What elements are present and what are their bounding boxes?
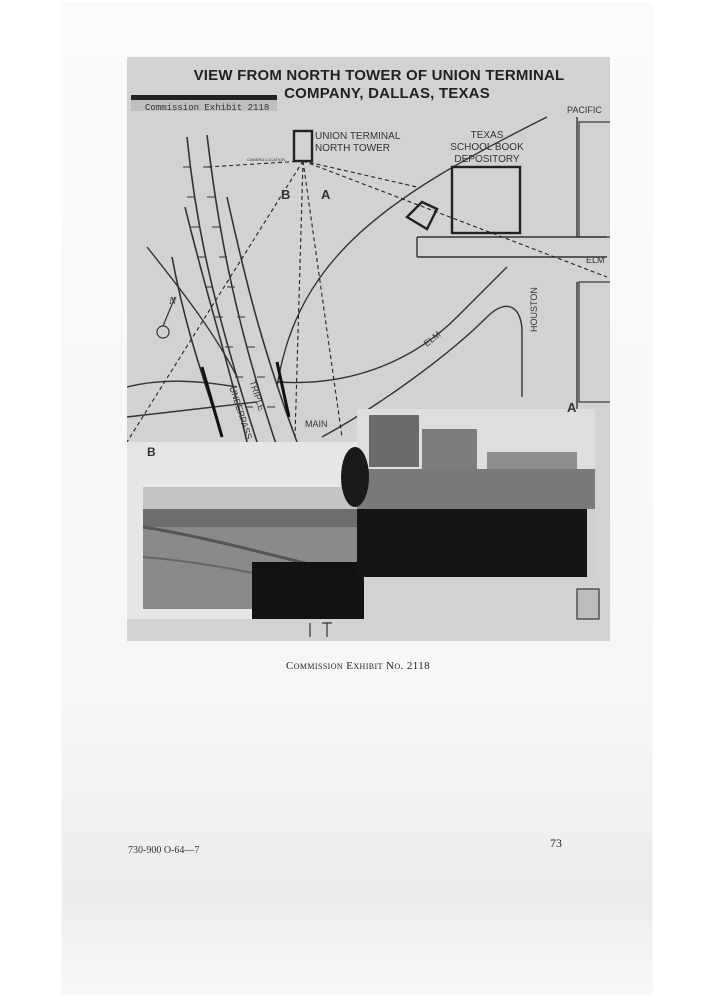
triple-label: TRIPLE [247,379,267,413]
photo-b [127,442,364,619]
tower-label: UNION TERMINAL NORTH TOWER [315,131,401,154]
depository-box [452,167,520,233]
marker-b-photo: B [147,445,156,459]
north-label: N [169,295,177,307]
streets [127,117,607,437]
marker-b-top: B [281,187,291,202]
photo-a [341,409,595,577]
exhibit-tag: Commission Exhibit 2118 [131,95,277,111]
marker-a-right: A [567,400,577,415]
marker-a-top: A [321,187,331,202]
camera-label: CAMERA LOCATION [247,157,286,162]
houston-label: HOUSTON [529,287,539,332]
underpass-label: UNDERPASS [227,385,255,441]
print-code: 730-900 O-64—7 [128,845,200,856]
depository-label: TEXAS SCHOOL BOOK DEPOSITORY [450,130,524,165]
elm-label-curve: ELM [421,329,443,349]
exhibit-caption: Commission Exhibit No. 2118 [285,660,431,672]
elm-label-right: ELM [586,255,605,265]
map-title-line-1: VIEW FROM NORTH TOWER OF UNION TERMINAL [193,67,565,84]
pacific-label: PACIFIC [567,105,602,115]
page-number: 73 [550,836,562,850]
map-title-line-2: COMPANY, DALLAS, TEXAS [284,85,490,102]
exhibit-map [127,57,610,641]
main-label: MAIN [305,419,328,429]
north-tower-box [294,131,312,161]
